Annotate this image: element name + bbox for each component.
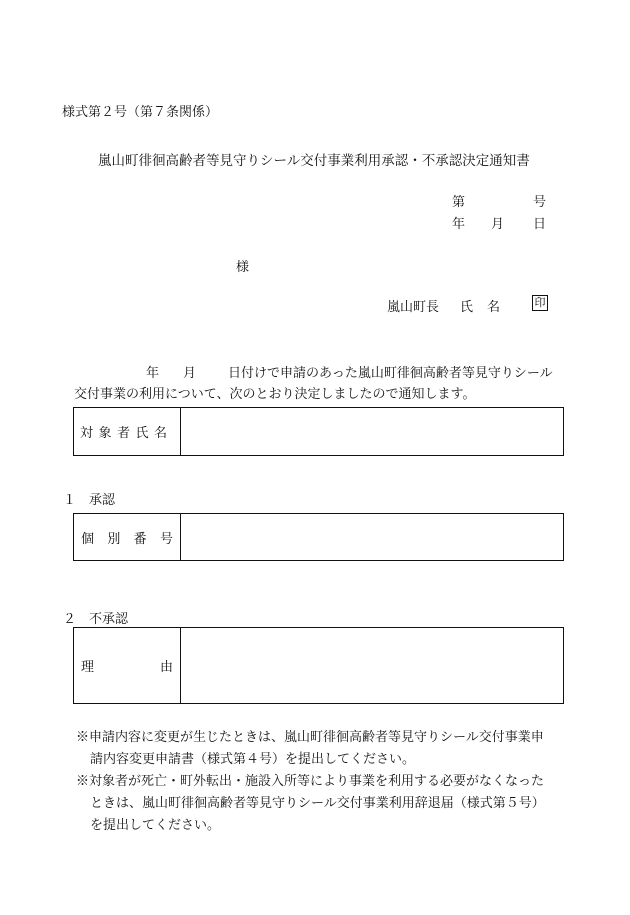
- section-disapproval-heading: ２ 不承認: [63, 612, 129, 627]
- body-text-line-2: 交付事業の利用について、次のとおり決定しましたので通知します。: [74, 387, 476, 402]
- subject-name-box: [73, 407, 564, 456]
- issuer-name-label-2: 名: [487, 300, 501, 315]
- note-1-line-2: 請内容変更申請書（様式第４号）を提出してください。: [90, 752, 416, 767]
- section-approval-heading: １ 承認: [63, 493, 116, 508]
- reason-field[interactable]: [181, 628, 563, 703]
- label-char: 個: [81, 531, 95, 547]
- subject-name-field[interactable]: [181, 408, 563, 455]
- date-month-label: 月: [491, 217, 505, 232]
- subject-name-label: 対象者氏名: [74, 408, 181, 455]
- individual-number-field[interactable]: [181, 514, 563, 560]
- body-date-year: 年: [146, 366, 160, 381]
- issuer-title: 嵐山町長: [387, 300, 440, 315]
- note-2-line-3: を提出してください。: [90, 818, 221, 833]
- note-2-line-2: ときは、嵐山町徘徊高齢者等見守りシール交付事業利用辞退届（様式第５号）: [90, 796, 545, 811]
- issuer-name-label-1: 氏: [460, 300, 474, 315]
- label-char: 別: [107, 531, 121, 547]
- individual-number-label: [74, 514, 181, 560]
- note-2-line-1: ※対象者が死亡・町外転出・施設入所等により事業を利用する必要がなくなった: [76, 774, 545, 789]
- document-number-prefix: 第: [452, 195, 466, 210]
- seal-mark: 印: [532, 295, 548, 311]
- date-day-label: 日: [533, 217, 547, 232]
- recipient-honorific: 様: [236, 260, 250, 275]
- label-char: 号: [159, 531, 173, 547]
- date-year-label: 年: [452, 217, 466, 232]
- note-1-line-1: ※申請内容に変更が生じたときは、嵐山町徘徊高齢者等見守りシール交付事業申: [76, 730, 544, 745]
- document-title: 嵐山町徘徊高齢者等見守りシール交付事業利用承認・不承認決定通知書: [98, 153, 530, 169]
- individual-number-box: [73, 513, 564, 561]
- body-date-month: 月: [183, 366, 197, 381]
- label-char: 由: [159, 660, 173, 675]
- reason-label: [74, 628, 181, 703]
- form-number: 様式第２号（第７条関係）: [62, 105, 219, 120]
- label-char: 理: [81, 660, 95, 675]
- document-number-suffix: 号: [533, 195, 547, 210]
- reason-box: [73, 627, 564, 704]
- label-char: 番: [133, 531, 147, 547]
- body-text-line-1: 日付けで申請のあった嵐山町徘徊高齢者等見守りシール: [228, 366, 553, 381]
